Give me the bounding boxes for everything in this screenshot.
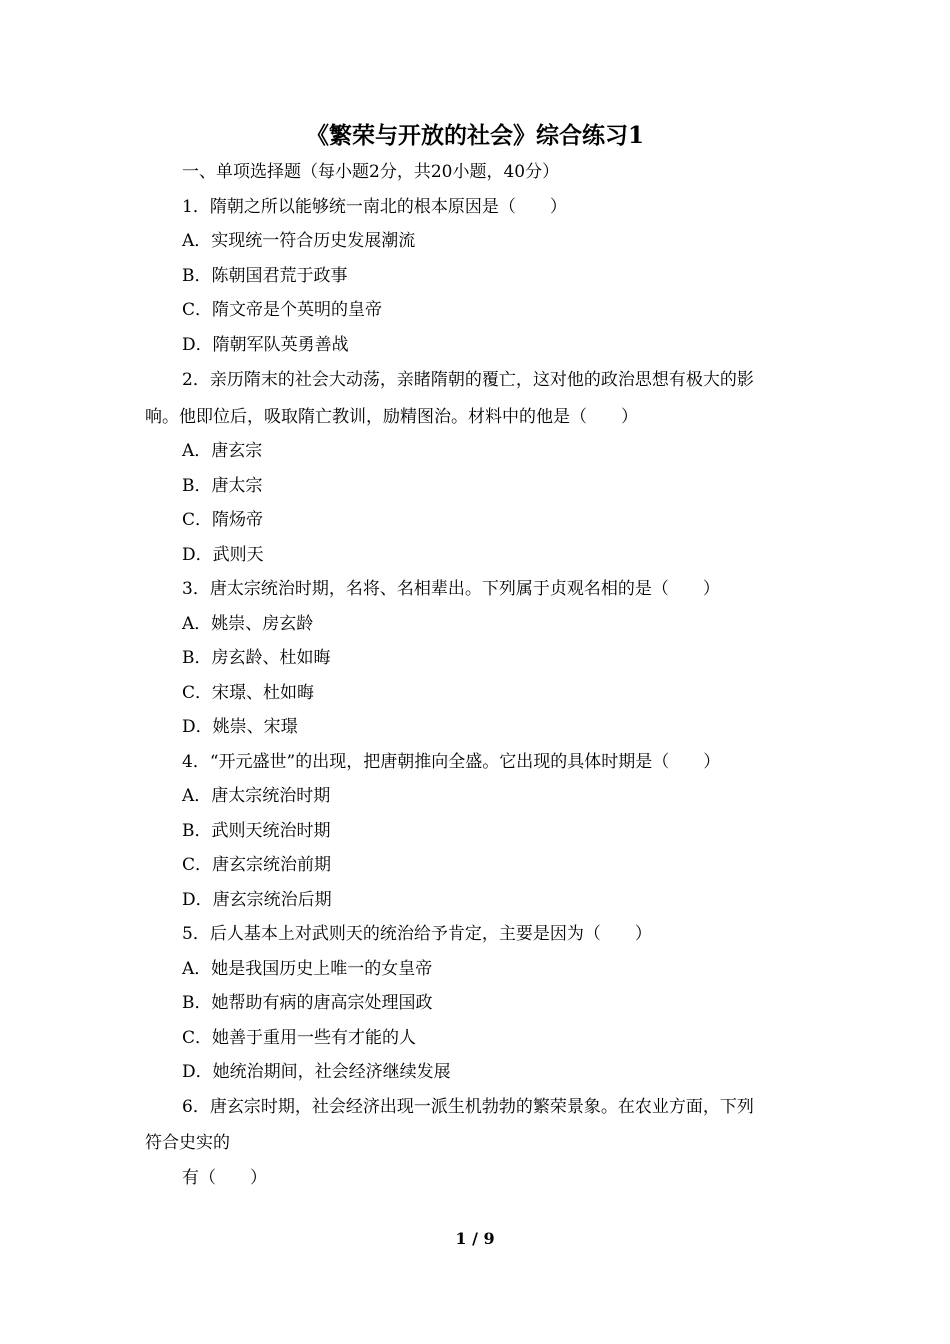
question-2-stem-line-1: 2．亲历隋末的社会大动荡，亲睹隋朝的覆亡，这对他的政治思想有极大的影 [182,370,754,390]
question-2-option-b: B．唐太宗 [182,476,263,496]
question-6-stem-line-2: 符合史实的 [145,1133,230,1153]
question-4-option-c: C．唐玄宗统治前期 [182,855,332,875]
question-6-stem-line-1: 6．唐玄宗时期，社会经济出现一派生机勃勃的繁荣景象。在农业方面，下列 [182,1097,754,1117]
question-3-option-c: C．宋璟、杜如晦 [182,683,315,703]
question-6-stem-line-3: 有（ ） [182,1168,267,1188]
question-5-option-d: D．她统治期间，社会经济继续发展 [182,1062,451,1082]
question-1-stem: 1．隋朝之所以能够统一南北的根本原因是（ ） [182,197,567,217]
question-1-option-b: B．陈朝国君荒于政事 [182,266,348,286]
question-2-option-d: D．武则天 [182,545,264,565]
question-4-option-b: B．武则天统治时期 [182,821,331,841]
question-2-stem-line-2: 响。他即位后，吸取隋亡教训，励精图治。材料中的他是（ ） [145,407,638,427]
question-5-stem: 5．后人基本上对武则天的统治给予肯定，主要是因为（ ） [182,924,652,944]
question-1-option-c: C．隋文帝是个英明的皇帝 [182,300,383,320]
question-3-option-a: A．姚崇、房玄龄 [182,614,314,634]
question-2-option-c: C．隋炀帝 [182,510,264,530]
question-4-option-d: D．唐玄宗统治后期 [182,890,332,910]
section-heading: 一、单项选择题（每小题2分，共20小题，40分） [182,162,560,182]
question-5-option-c: C．她善于重用一些有才能的人 [182,1028,417,1048]
question-3-option-b: B．房玄龄、杜如晦 [182,648,331,668]
question-3-stem: 3．唐太宗统治时期，名将、名相辈出。下列属于贞观名相的是（ ） [182,579,720,599]
question-3-option-d: D．姚崇、宋璟 [182,717,298,737]
question-4-option-a: A．唐太宗统治时期 [182,786,331,806]
question-1-option-d: D．隋朝军队英勇善战 [182,335,349,355]
question-5-option-b: B．她帮助有病的唐高宗处理国政 [182,993,433,1013]
question-4-stem: 4．“开元盛世”的出现，把唐朝推向全盛。它出现的具体时期是（ ） [182,752,721,772]
page-number: 1 / 9 [455,1229,495,1248]
question-1-option-a: A．实现统一符合历史发展潮流 [182,231,416,251]
question-2-option-a: A．唐玄宗 [182,441,263,461]
document-title: 《繁荣与开放的社会》综合练习1 [305,122,644,149]
question-5-option-a: A．她是我国历史上唯一的女皇帝 [182,959,433,979]
